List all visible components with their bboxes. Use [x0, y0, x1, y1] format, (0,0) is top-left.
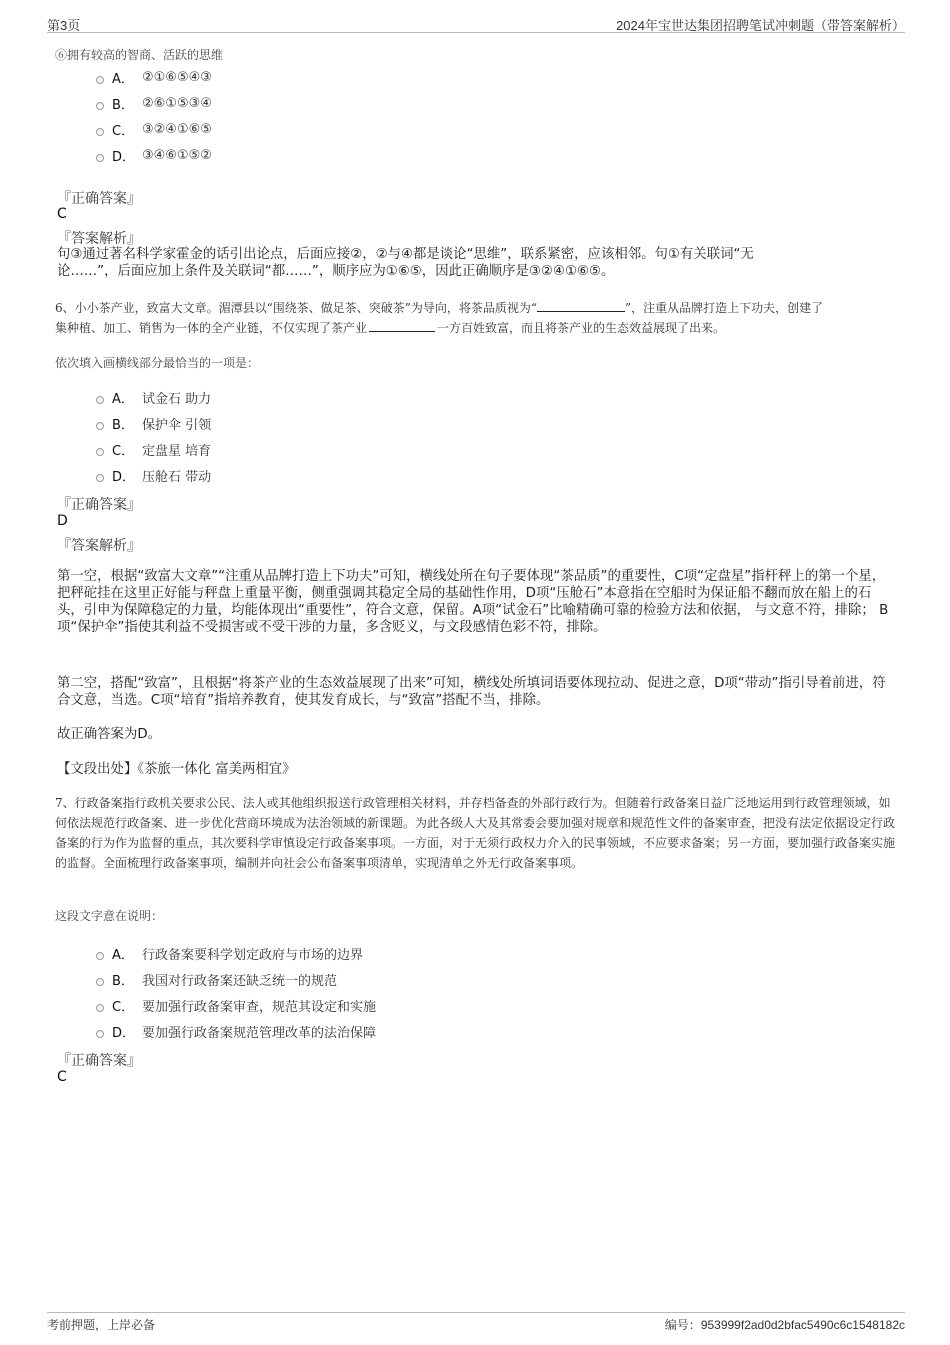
q5-option-d[interactable]: D． ③④⑥①⑤② — [96, 144, 212, 166]
q6-option-b[interactable]: B． 保护伞 引领 — [96, 412, 211, 434]
radio-icon[interactable] — [96, 1004, 104, 1012]
q6-option-c[interactable]: C． 定盘星 培育 — [96, 438, 211, 460]
q7-option-c[interactable]: C． 要加强行政备案审查，规范其设定和实施 — [96, 994, 376, 1016]
q5-option-b[interactable]: B． ②⑥①⑤③④ — [96, 92, 212, 114]
q6-analysis-conclusion: 故正确答案为D。 — [57, 727, 162, 742]
radio-icon[interactable] — [96, 154, 104, 162]
q6-analysis-paragraph-2: 第二空，搭配“致富”，且根据“将茶产业的生态效益展现了出来”可知，横线处所填词语要体现拉动、促进之意，D项“带动”指引导着前进，符合文意，当选。C项“培育”指培养教育，使其发育成长，与“致富”搭配不当，排除。 — [57, 676, 886, 708]
document-title: 2024年宝世达集团招聘笔试冲刺题（带答案解析） — [616, 18, 905, 33]
footer-slogan: 考前押题，上岸必备 — [47, 1318, 156, 1332]
serial-number: 编号：953999f2ad0d2bfac5490c6c1548182c — [664, 1318, 905, 1332]
q5-option-c[interactable]: C． ③②④①⑥⑤ — [96, 118, 212, 140]
q5-analysis-label: 『答案解析』 — [57, 231, 141, 247]
q5-option-a[interactable]: A． ②①⑥⑤④③ — [96, 66, 212, 88]
radio-icon[interactable] — [96, 396, 104, 404]
radio-icon[interactable] — [96, 1030, 104, 1038]
q7-option-a[interactable]: A． 行政备案要科学划定政府与市场的边界 — [96, 942, 363, 964]
q5-analysis: 句③通过著名科学家霍金的话引出论点，后面应接②，②与④都是谈论“思维”，联系紧密，应该相邻。句①有关联词“无 论……”，后面应加上条件及关联词“都……”，顺序应为①⑥⑤，因此正确顺序是③②④①⑥⑤。 — [57, 247, 754, 279]
q6-analysis-paragraph-1: 第一空，根据“致富大文章”“注重从品牌打造上下功夫”可知，横线处所在句子要体现“茶品质”的重要性，C项“定盘星”指杆秤上的第一个星，把秤砣挂在这里正好能与秤盘上重量平衡，侧重强调其稳定全局的基础性作用，D项“压舱石”本意指在空船时为保证船不翻而放在船上的石头，引申为保障稳定的力量，均能体现出“重要性”，符合文意，保留。A项“试金石”比喻精确可靠的检验方法和依据， 与文意不符，排除； B项“保护伞”指使其利益不受损害或不受干涉的力量，多含贬义，与文段感情色彩不符，排除。 — [57, 569, 889, 635]
q7-answer-label: 『正确答案』 — [57, 1053, 141, 1069]
radio-icon[interactable] — [96, 448, 104, 456]
q6-stem: 6、小小茶产业，致富大文章。湄潭县以“围绕茶、做足茶、突破茶”为导向，将茶品质视为“ ”，注重从品牌打造上下功夫，创建了 集种植、加工、销售为一体的全产业链，不仅实现了茶产业 一方百姓致富，而且将茶产业的生态效益展现了出来。 — [55, 301, 824, 335]
q6-source: 【文段出处】《茶旅一体化 富美两相宜》 — [57, 762, 296, 777]
page-footer — [47, 1312, 905, 1333]
radio-icon[interactable] — [96, 128, 104, 136]
radio-icon[interactable] — [96, 978, 104, 986]
q6-blank-1 — [537, 299, 625, 312]
radio-icon[interactable] — [96, 422, 104, 430]
q7-option-b[interactable]: B． 我国对行政备案还缺乏统一的规范 — [96, 968, 337, 990]
q6-answer-label: 『正确答案』 — [57, 497, 141, 513]
q6-option-d[interactable]: D． 压舱石 带动 — [96, 464, 211, 486]
q5-answer-label: 『正确答案』 — [57, 191, 141, 207]
page-header — [47, 12, 905, 33]
radio-icon[interactable] — [96, 76, 104, 84]
radio-icon[interactable] — [96, 952, 104, 960]
page-number: 第3页 — [47, 18, 81, 33]
q7-stem: 7、行政备案指行政机关要求公民、法人或其他组织报送行政管理相关材料，并存档备查的外部行政行为。但随着行政备案日益广泛地运用到行政管理领域，如何依法规范行政备案、进一步优化营商环境成为法治领域的新课题。为此各级人大及其常委会要加强对规章和规范性文件的备案审查，把没有法定依据设定行政备案的行为作为监督的重点，其次要科学审慎设定行政备案事项。一方面，对于无须行政权力介入的民事领域，不应要求备案；另一方面，要加强行政备案实施的监督。全面梳理行政备案事项，编制并向社会公布备案事项清单，实现清单之外无行政备案事项。 — [55, 796, 896, 870]
q5-answer: C — [57, 206, 67, 222]
q6-analysis-label: 『答案解析』 — [57, 538, 141, 554]
q7-prompt: 这段文字意在说明： — [55, 909, 164, 923]
q6-prompt: 依次填入画横线部分最恰当的一项是： — [55, 356, 260, 370]
radio-icon[interactable] — [96, 102, 104, 110]
q7-option-d[interactable]: D． 要加强行政备案规范管理改革的法治保障 — [96, 1020, 376, 1042]
q6-answer: D — [57, 513, 68, 529]
q5-statement-6: ⑥拥有较高的智商、活跃的思维 — [55, 48, 224, 62]
q6-option-a[interactable]: A． 试金石 助力 — [96, 386, 211, 408]
radio-icon[interactable] — [96, 474, 104, 482]
q6-blank-2 — [369, 319, 435, 332]
q7-answer: C — [57, 1069, 67, 1085]
